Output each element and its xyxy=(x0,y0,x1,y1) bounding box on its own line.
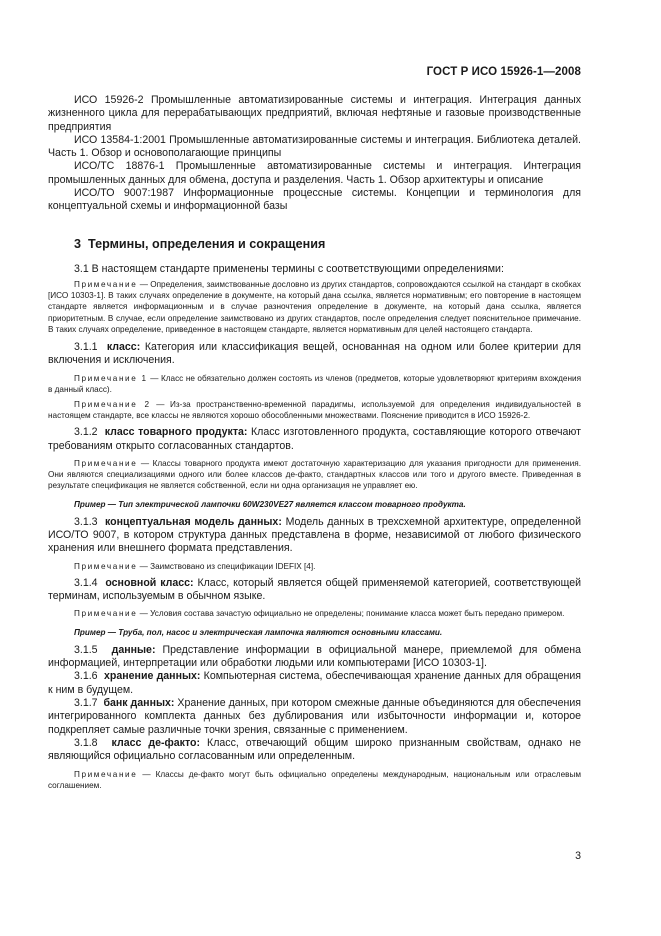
term-name: класс де-факто: xyxy=(111,736,201,749)
term-3-1-8: 3.1.8 класс де-факто: Класс, отвечающий общим широко признанным свойствам, однако не являющийся официально согласованным или определенным. xyxy=(48,736,582,763)
note-class-1: Примечание 1 — Класс не обязательно должен состоять из членов (предметов, которые удовлетворяют критериям вхождения в данный класс). xyxy=(48,373,582,394)
term-3-1-1: 3.1.1 класс: Категория или классификация вещей, основанная на одном или более критерии для включения и исключения. xyxy=(48,340,581,367)
section-title: Термины, определения и сокращения xyxy=(88,236,326,251)
term-name: основной класс: xyxy=(105,576,194,589)
term-3-1-6: 3.1.6 хранение данных: Компьютерная система, обеспечивающая хранение данных для обращения к ним в будущем. xyxy=(48,670,581,696)
example-class-of-product: Пример — Тип электрической лампочки 60W230VE27 является классом товарного продукта. xyxy=(74,499,466,509)
note-label: Примечание 2 xyxy=(74,399,151,409)
note-label: Примечание xyxy=(74,609,138,619)
term-name: класс товарного продукта: xyxy=(104,426,248,439)
note-label: Примечание 1 xyxy=(74,373,148,383)
example-core-class: Пример — Труба, пол, насос и электрическая лампочка являются основными классами. xyxy=(74,627,443,637)
term-name: класс: xyxy=(106,340,141,353)
note-label: Примечание xyxy=(74,458,138,468)
section-number: 3 xyxy=(74,236,82,251)
section-heading xyxy=(48,237,581,252)
term-3-1-5: 3.1.5 данные: Представление информации в официальной манере, приемлемой для обмена информацией, интерпретации или обработки людьми или компьютерами [ИСО 10303-1]. xyxy=(48,643,581,670)
term-name: банк данных: xyxy=(103,697,175,710)
term-name: хранение данных: xyxy=(104,670,201,683)
term-name: данные: xyxy=(111,643,156,656)
note-core-class: Примечание — Условия состава зачастую официально не определены; понимание класса может быть передано примером. xyxy=(74,609,565,619)
reference-iso-15926-2: ИСО 15926-2 Промышленные автоматизированные системы и интеграция. Интеграция данных жизненного цикла для перерабатывающих предприятий, включая нефтяные и газовые производственные предприятия xyxy=(48,94,581,133)
reference-iso-tr-9007: ИСО/ТО 9007:1987 Информационные процессные системы. Концепции и терминология для концептуальной схемы и информационной базы xyxy=(48,187,581,213)
reference-iso-ts-18876-1: ИСО/ТС 18876-1 Промышленные автоматизированные системы и интеграция. Интеграция промышленных данных для обмена, доступа и разделения. Часть 1. Обзор архитектуры и описание xyxy=(48,160,581,186)
terms-intro: 3.1 В настоящем стандарте применены термины с соответствующими определениями: xyxy=(74,262,504,275)
term-3-1-4: 3.1.4 основной класс: Класс, который является общей применяемой категорией, соответствующей терминам, используемым в обычном языке. xyxy=(48,576,582,603)
note-label: Примечание xyxy=(74,279,138,289)
note-class-of-product: Примечание — Классы товарного продукта имеют достаточную характеризацию для указания пригодности для применения. Они являются специализациями одного или более классов де-факто, стандартных классов или того и другого вместе. Приведенная в результате спецификация не является собственной, если ни одна организация не управляет ею. xyxy=(48,458,581,491)
note-class-2: Примечание 2 — Из-за пространственно-временной парадигмы, используемой для определения индивидуальностей в настоящем стандарте, все классы не являются хорошо обособленными множествами. Пояснение приводится в ИСО 15926-2. xyxy=(48,399,581,421)
note-intro: Примечание — Определения, заимствованные дословно из других стандартов, сопровождаются ссылкой на стандарт в скобках [ИСО 10303-1]. В таких случаях определение в документе, на который дана ссылка, является нормативным; его повторение в настоящем стандарте является информационным и в случае разночтения определение в документе, на который дана ссылка, является приоритетным. В случае, если определение заимствовано из других стандартов, после определения следует пояснительное примечание. В таких случаях определение, приведенное в настоящем стандарте, является нормативным для целей настоящего стандарта. xyxy=(48,279,581,334)
example-label: Пример xyxy=(74,627,106,637)
note-de-facto: Примечание — Классы де-факто могут быть официально определены международным, национальным или отраслевым соглашением. xyxy=(48,769,581,790)
term-3-1-2: 3.1.2 класс товарного продукта: Класс изготовленного продукта, составляющие которого отвечают требованиям открыто согласованных стандартов. xyxy=(48,426,581,452)
note-conceptual-model: Примечание — Заимствовано из спецификации IDEFIX [4]. xyxy=(74,561,316,571)
example-label: Пример xyxy=(74,499,106,509)
term-3-1-3: 3.1.3 концептуальная модель данных: Модель данных в трехсхемной архитектуре, определенной ИСО/ТО 9007, в котором структура данных представлена в форме, независимой от любого физического хранения или внешнего формата представления. xyxy=(48,515,581,555)
document-header: ГОСТ Р ИСО 15926-1—2008 xyxy=(426,66,581,78)
note-label: Примечание xyxy=(74,769,138,779)
page-content xyxy=(48,94,581,791)
term-name: концептуальная модель данных: xyxy=(105,515,282,528)
note-label: Примечание xyxy=(74,561,138,571)
page-number: 3 xyxy=(575,850,581,862)
term-3-1-7: 3.1.7 банк данных: Хранение данных, при котором смежные данные объединяются для обеспечения интегрированного комплекта данных без дублирования или избыточности информации и, которое подкрепляет самые различные точки зрения, связанные с применением. xyxy=(48,697,581,736)
reference-iso-13584-1: ИСО 13584-1:2001 Промышленные автоматизированные системы и интеграция. Библиотека деталей. Часть 1. Обзор и основополагающие принципы xyxy=(48,133,581,160)
